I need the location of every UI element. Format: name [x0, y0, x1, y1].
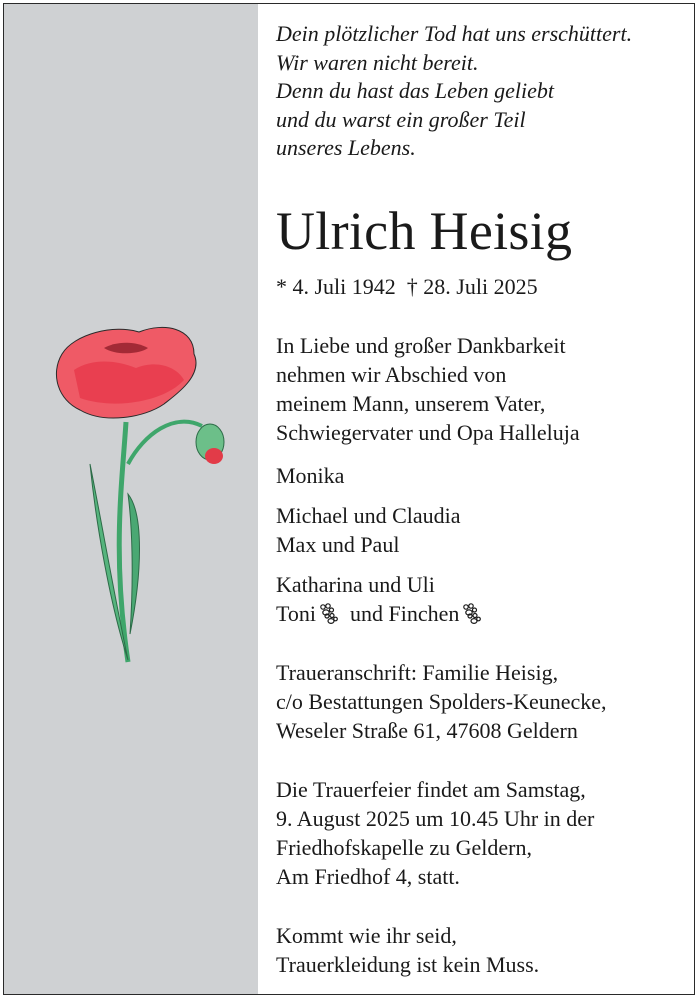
- tribute-line: nehmen wir Abschied von: [276, 361, 507, 387]
- pet-name: Toni: [276, 600, 317, 626]
- family-line: Katharina und Uli: [276, 571, 435, 597]
- poem-line: und du warst ein großer Teil: [276, 106, 526, 132]
- poem-line: Dein plötzlicher Tod hat uns erschüttert.: [276, 21, 633, 46]
- tribute-line: In Liebe und großer Dankbarkeit: [276, 332, 566, 358]
- tribute: [276, 331, 681, 447]
- closing-note: [276, 921, 681, 979]
- poem: [276, 20, 681, 163]
- side-panel: [4, 4, 258, 994]
- pets-join-text: und Finchen: [350, 600, 460, 626]
- poem-line: unseres Lebens.: [276, 135, 416, 160]
- poppy-flower-illustration: [44, 314, 244, 674]
- poem-line: Wir waren nicht bereit.: [276, 49, 479, 75]
- tribute-line: Schwiegervater und Opa Halleluja: [276, 419, 580, 445]
- birth-date: * 4. Juli 1942: [276, 273, 396, 299]
- mourning-address: [276, 658, 681, 745]
- paw-print-icon: [460, 603, 482, 625]
- closing-line: Kommt wie ihr seid,: [276, 922, 457, 948]
- death-date: † 28. Juli 2025: [406, 273, 538, 299]
- spouse-name: Monika: [276, 462, 345, 488]
- ceremony-line: Die Trauerfeier findet am Samstag,: [276, 776, 586, 802]
- poem-line: Denn du hast das Leben geliebt: [276, 78, 555, 103]
- closing-line: Trauerkleidung ist kein Muss.: [276, 951, 540, 977]
- ceremony-line: Am Friedhof 4, statt.: [276, 863, 460, 889]
- address-line: c/o Bestattungen Spolders-Keunecke,: [276, 688, 607, 714]
- family-group-1: [276, 501, 681, 559]
- paw-print-icon: [317, 603, 339, 625]
- address-line: Weseler Straße 61, 47608 Geldern: [276, 717, 578, 743]
- pets-line: [276, 599, 681, 628]
- family-group-2: [276, 570, 681, 628]
- ceremony-info: [276, 775, 681, 891]
- notice-content: [276, 20, 681, 979]
- ceremony-line: 9. August 2025 um 10.45 Uhr in der: [276, 805, 595, 831]
- address-line: Traueranschrift: Familie Heisig,: [276, 659, 559, 685]
- family-line: Max und Paul: [276, 531, 400, 557]
- tribute-line: meinem Mann, unserem Vater,: [276, 390, 546, 416]
- ceremony-line: Friedhofskapelle zu Geldern,: [276, 834, 532, 860]
- deceased-name: Ulrich Heisig: [276, 200, 573, 261]
- family-line: Michael und Claudia: [276, 502, 461, 528]
- life-dates: [276, 272, 681, 301]
